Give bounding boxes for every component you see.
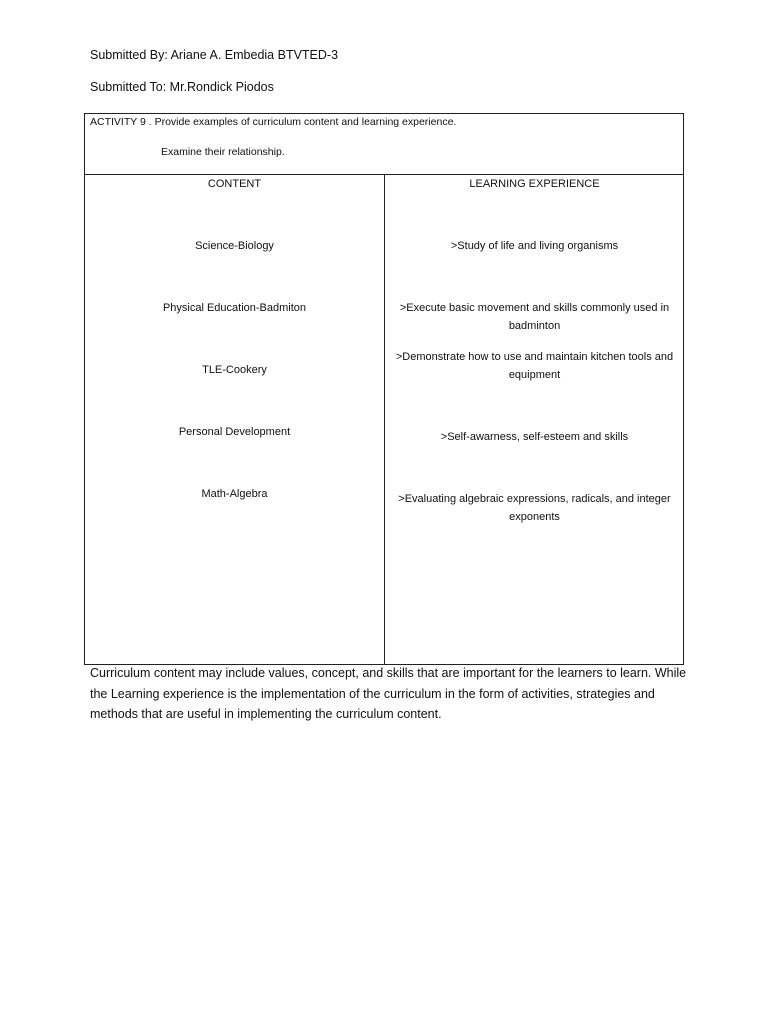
learning-experience-column	[385, 174, 684, 664]
experience-cell: >Demonstrate how to use and maintain kitchen tools and equipment	[395, 351, 674, 381]
submitted-to: Submitted To: Mr.Rondick Piodos	[90, 80, 274, 94]
content-cell: Physical Education-Badmiton	[162, 302, 307, 314]
activity-title: ACTIVITY 9 . Provide examples of curriculum content and learning experience.	[90, 116, 457, 128]
experience-cell: >Study of life and living organisms	[450, 240, 619, 252]
content-cell: Personal Development	[178, 426, 291, 438]
experience-cell: >Self-awarness, self-esteem and skills	[440, 431, 629, 443]
submitted-by: Submitted By: Ariane A. Embedia BTVTED-3	[90, 48, 339, 62]
activity-box	[84, 113, 684, 175]
experience-cell: >Evaluating algebraic expressions, radicals, and integer exponents	[398, 493, 671, 523]
content-cell: Science-Biology	[195, 240, 274, 252]
activity-subtitle: Examine their relationship.	[161, 146, 285, 158]
experience-cell: >Execute basic movement and skills commonly used in badminton	[399, 302, 670, 332]
content-experience-table	[84, 174, 684, 665]
conclusion-paragraph: Curriculum content may include values, concept, and skills that are important for the learners to learn. While the Learning experience is the implementation of the curriculum in the form of activities, strategies and methods that are useful in implementing the curriculum content.	[90, 666, 687, 721]
content-cell: TLE-Cookery	[202, 364, 267, 376]
content-cell: Math-Algebra	[201, 488, 268, 500]
content-column	[85, 174, 385, 664]
content-header: CONTENT	[207, 178, 262, 190]
learning-experience-header: LEARNING EXPERIENCE	[469, 178, 600, 190]
